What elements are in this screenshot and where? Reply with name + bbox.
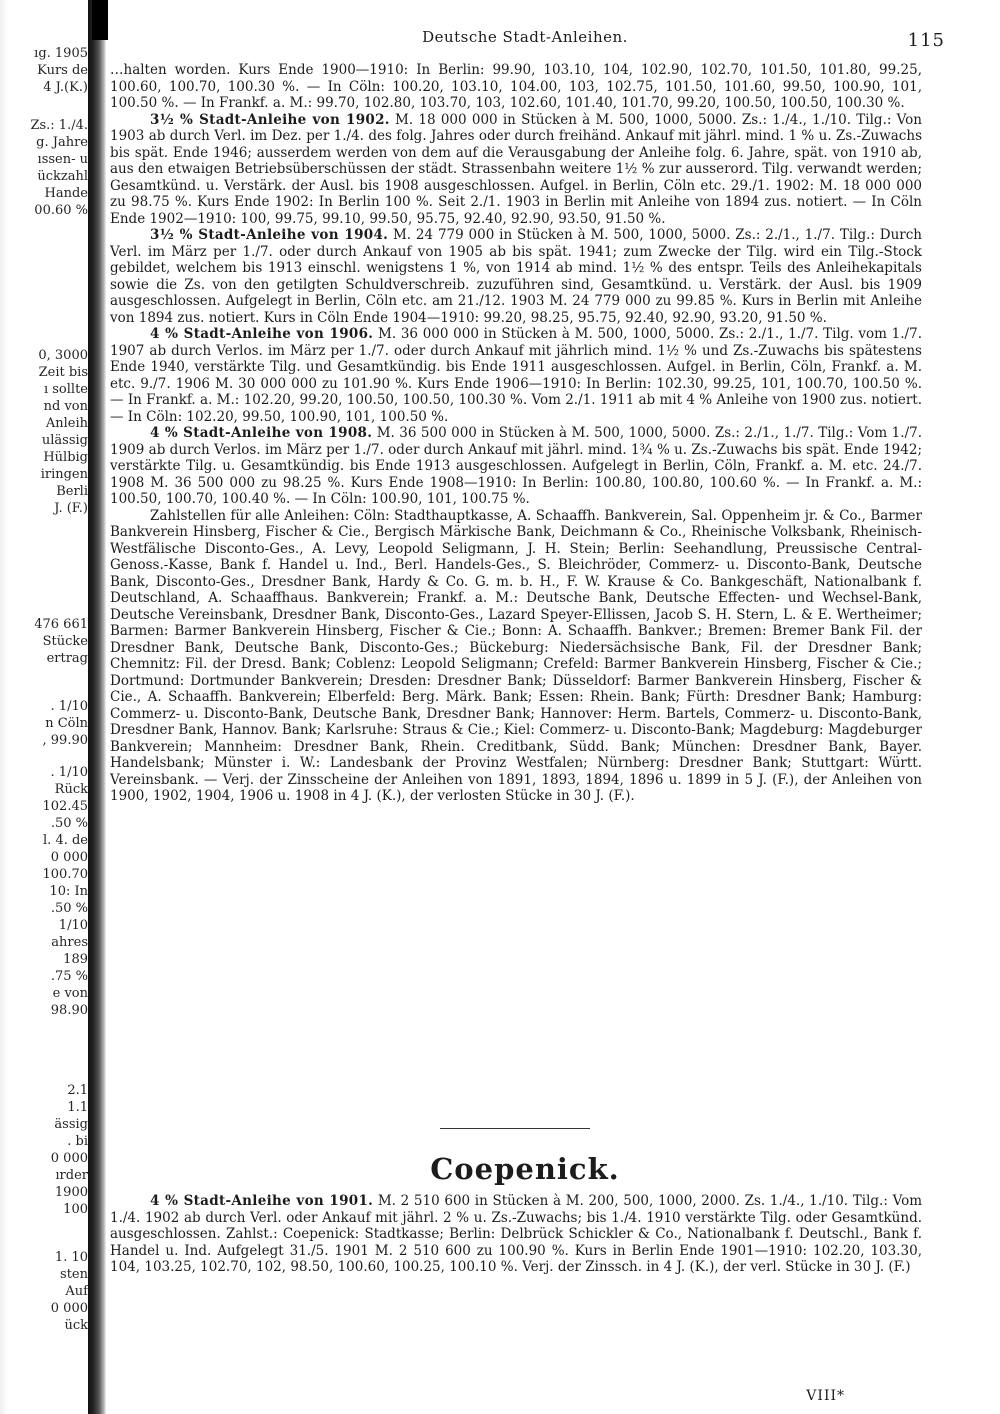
margin-fragment: 00.60 % (34, 203, 88, 218)
anleihe-1906-heading: 4 % Stadt-Anleihe von 1906. (150, 326, 374, 342)
zahlstellen-paragraph (110, 508, 922, 805)
anleihe-1906-entry (110, 326, 922, 425)
margin-fragment: Berli (56, 484, 88, 499)
margin-fragment: ıg. 1905 (34, 46, 88, 61)
margin-fragment: Auf (65, 1284, 88, 1299)
page (110, 0, 945, 1414)
margin-fragment: g. Jahre (36, 135, 88, 150)
running-head: Deutsche Stadt-Anleihen. (422, 28, 628, 46)
book-spine-shadow (92, 0, 108, 40)
margin-fragment: 0 000 (50, 1151, 88, 1166)
margin-fragment: Zeit bis (38, 365, 88, 380)
margin-fragment: ück (64, 1318, 88, 1333)
margin-fragment: Stücke (42, 634, 88, 649)
margin-fragment: ulässig (41, 433, 88, 448)
margin-fragment: ahres (51, 935, 88, 950)
margin-fragment: Hülbig (43, 450, 88, 465)
signature-mark: VIII* (806, 1388, 845, 1404)
margin-fragment: . bi (67, 1134, 88, 1149)
zahlstellen-text: Zahlstellen für alle Anleihen: Cöln: Stadthauptkasse, A. Schaaffh. Bankverein, Sal. Oppenheim jr. & Co., Barmer Bankverein Hinsberg, Fischer & Cie., Bergisch Märkische Bank, Deichmann & Co., Rheinische Volksbank, Rheinisch-Westfälische Disconto-Ges., A. Levy, Leopold Seligmann, J. H. Stein; Berlin: Seehandlung, Preussische Central-Genoss.-Kasse, Bank f. Handel u. Ind., Berl. Handels-Ges., S. Bleichröder, Commerz- u. Disconto-Bank, Deutsche Bank, Disconto-Ges., Dresdner Bank, Hardy & Co. G. m. b. H., F. W. Krause & Co. Bankgeschäft, Nationalbank f. Deutschland, A. Schaaffhaus. Bankverein; Frankf. a. M.: Deutsche Bank, Deutsche Effecten- und Wechsel-Bank, Deutsche Vereinsbank, Dresdner Bank, Disconto-Ges., Lazard Speyer-Ellissen, Jacob S. H. Stern, L. & E. Wertheimer; Barmen: Barmer Bankverein Hinsberg, Fischer & Cie.; Bonn: A. Schaaffh. Bankver.; Bremen: Bremer Bank Fil. der Dresdner Bank, Deutsche Bank, Disconto-Ges.; Bückeburg: Niedersächsische Bank, Fil. der Dresdner Bank; Chemnitz: Fil. der Dresd. Bank; Coblenz: Leopold Seligmann; Crefeld: Barmer Bankverein Hinsberg, Fischer & Cie.; Dortmund: Dortmunder Bankverein; Dresden: Dresdner Bank; Düsseldorf: Barmer Bankverein Hinsberg, Fischer & Cie., A. Schaaffh. Bankverein; Elberfeld: Berg. Märk. Bank; Essen: Rhein. Bank; Fürth: Dresdner Bank; Hamburg: Commerz- u. Disconto-Bank, Deutsche Bank, Dresdner Bank; Hannover: Herm. Bartels, Commerz- u. Disconto-Bank, Dresdner Bank, Hannov. Bank; Karlsruhe: Straus & Cie.; Kiel: Commerz- u. Disconto-Bank; Magdeburg: Magdeburger Bankverein; Mannheim: Dresdner Bank, Rhein. Creditbank, Südd. Bank; München: Dresdner Bank, Bayer. Handelsbank; Münster i. W.: Landesbank der Provinz Westfalen; Nürnberg: Dresdner Bank; Stuttgart: Württ. Vereinsbank. — Verj. der Zinsscheine der Anleihen von 1891, 1893, 1894, 1896 u. 1899 in 5 J. (F.), der Anleihen von 1900, 1902, 1904, 1906 u. 1908 in 4 J. (K.), der verlosten Stücke in 30 J. (F.). (110, 507, 922, 804)
margin-fragment: 189 (63, 952, 88, 967)
anleihe-1908-text: M. 36 500 000 in Stücken à M. 500, 1000, 5000. Zs.: 2./1., 1./7. Tilg.: Vom 1./7. 1909 ab durch Verlos. im März per 1./7. oder durch Ankauf mit jährl. mind. 1¾ % u. Zs.-Zuwachs bis spät. Ende 1942; verstärkte Tilg. u. Gesamtkündig. bis Ende 1913 ausgeschlossen. Aufgelegt in Berlin, Cöln, Frankf. a. M. etc. 24./7. 1908 M. 36 500 000 zu 98.25 %. Kurs Ende 1908—1910: In Berlin: 100.80, 100.80, 100.60 %. — In Frankf. a. M.: 100.50, 100.70, 100.40 %. — In Cöln: 100.90, 101, 100.75 %. (110, 425, 922, 507)
anleihe-1904-heading: 3½ % Stadt-Anleihe von 1904. (150, 227, 389, 243)
margin-fragment: ückzahl (37, 169, 88, 184)
margin-fragment: ertrag (46, 651, 88, 666)
anleihe-1908-heading: 4 % Stadt-Anleihe von 1908. (150, 425, 373, 441)
margin-fragment: . 1/10 (50, 765, 88, 780)
anleihe-1904-entry (110, 227, 922, 326)
anleihe-1902-heading: 3½ % Stadt-Anleihe von 1902. (150, 111, 390, 128)
coepenick-entry (110, 1193, 922, 1276)
margin-fragment: 100.70 (42, 867, 88, 882)
section-divider (440, 1128, 590, 1129)
margin-fragment: Zs.: 1./4. (30, 118, 88, 133)
margin-fragment: 1900 (54, 1185, 88, 1200)
margin-fragment: nd von (43, 399, 88, 414)
margin-fragment: 0, 3000 (38, 348, 88, 363)
margin-fragment: sten (60, 1267, 88, 1282)
margin-fragment: n Cöln (45, 716, 88, 731)
book-spine (88, 0, 106, 1414)
margin-fragment: Rück (54, 782, 88, 797)
coepenick-text: M. 2 510 600 in Stücken à M. 200, 500, 1000, 2000. Zs. 1./4., 1./10. Tilg.: Vom 1./4. 1902 ab durch Verl. oder Ankauf mit jährl. 2 % u. Zs.-Zuwachs; bis 1./4. 1910 verstärkte Tilg. oder Gesamtkünd. ausgeschlossen. Zahlst.: Coepenick: Stadtkasse; Berlin: Delbrück Schickler & Co., Nationalbank f. Deutschl., Bank f. Handel u. Ind. Aufgelegt 31./5. 1901 M. 2 510 600 zu 100.90 %. Kurs in Berlin Ende 1901—1910: 102.20, 103.30, 104, 103.25, 102.70, 102, 98.50, 100.60, 100.25, 100.10 %. Verj. der Zinssch. in 4 J. (K.), der verl. Stücke in 30 J. (F.) (110, 1193, 923, 1275)
margin-fragment: 98.90 (50, 1003, 88, 1018)
previous-page-edge (0, 0, 88, 1414)
margin-fragment: J. (F.) (54, 501, 88, 516)
main-text (110, 62, 922, 805)
margin-fragment: .50 % (50, 901, 88, 916)
margin-fragment: 0 000 (50, 850, 88, 865)
margin-fragment: , 99.90 (42, 733, 88, 748)
margin-fragment: e von (52, 986, 88, 1001)
margin-fragment: 4 J.(K.) (43, 80, 88, 95)
margin-fragment: 100 (63, 1202, 88, 1217)
anleihe-1902-text: M. 18 000 000 in Stücken à M. 500, 1000, 5000. Zs.: 1./4., 1./10. Tilg.: Von 1903 ab durch Verl. im Dez. per 1./4. des folg. Jahres oder durch freihänd. Ankauf mit jährl. mind. 1 % u. Zs.-Zuwachs bis spät. Ende 1946; ausserdem werden von dem auf die Verausgabung der Anleihe folg. 6. Jahre, spät. von 1910 ab, aus den etwaigen Betriebsüberschüssen der städt. Strassenbahn weitere 1½ % zur ausserord. Tilg. verwandt werden; Gesamtkünd. u. Verstärk. der Ausl. bis 1908 ausgeschlossen. Aufgel. in Berlin, Cöln etc. 29./1. 1902: M. 18 000 000 zu 98.75 %. Kurs Ende 1902: In Berlin 100 %. Seit 2./1. 1903 in Berlin mit Anleihe von 1894 zus. notiert. — In Cöln Ende 1902—1910: 100, 99.75, 99.10, 99.50, 95.75, 92.40, 92.90, 93.50, 91.50 %. (110, 111, 922, 227)
margin-fragment: ässig (54, 1117, 88, 1132)
coepenick-section (110, 1193, 922, 1276)
margin-fragment: . 1/10 (50, 699, 88, 714)
margin-fragment: 2.1 (67, 1083, 88, 1098)
margin-fragment: 476 661 (34, 617, 88, 632)
margin-fragment: iringen (40, 467, 88, 482)
margin-fragment: l. 4. de (43, 833, 88, 848)
anleihe-1908-entry (110, 425, 922, 508)
anleihe-1902-entry (110, 112, 922, 228)
margin-fragment: Hande (44, 186, 88, 201)
page-number: 115 (907, 30, 945, 51)
coepenick-heading: 4 % Stadt-Anleihe von 1901. (150, 1193, 374, 1209)
anleihe-1906-text: M. 36 000 000 in Stücken à M. 500, 1000, 5000. Zs.: 2./1., 1./7. Tilg. vom 1./7. 1907 ab durch Verlos. im März per 1./7. oder durch Ankauf mit jährlich mind. 1½ % und Zs.-Zuwachs bis spätestens Ende 1940, verstärkte Tilg. und Gesamtkündig. bis Ende 1911 ausgeschlossen. Aufgel. in Berlin, Cöln, Frankf. a. M. etc. 9./7. 1906 M. 30 000 000 zu 101.90 %. Kurs Ende 1906—1910: In Berlin: 102.30, 99.25, 101, 100.70, 100.50 %. — In Frankf. a. M.: 102.20, 99.20, 100.50, 100.50, 100.30 %. Vom 2./1. 1911 ab mit 4 % Anleihe von 1900 zus. notiert. — In Cöln: 102.20, 99.50, 100.90, 101, 100.50 %. (110, 326, 922, 425)
margin-fragment: 1/10 (58, 918, 88, 933)
margin-fragment: ı sollte (43, 382, 88, 397)
margin-fragment: ıssen- u (37, 152, 88, 167)
margin-fragment: 1. 10 (54, 1250, 88, 1265)
section-title: Coepenick. (430, 1152, 620, 1186)
margin-fragment: 102.45 (42, 799, 88, 814)
kurs-paragraph (110, 62, 922, 112)
margin-fragment: .75 % (50, 969, 88, 984)
kurs-text: …halten worden. Kurs Ende 1900—1910: In Berlin: 99.90, 103.10, 104, 102.90, 102.70, 101.50, 101.80, 99.25, 100.60, 100.70, 100.30 %. — In Cöln: 100.20, 103.10, 104.00, 103, 102.75, 101.50, 101.60, 99.50, 100.90, 101, 100.50 %. — In Frankf. a. M.: 99.70, 102.80, 103.70, 103, 102.60, 101.40, 101.70, 99.20, 100.50, 100.50, 100.30 %. (110, 62, 922, 111)
margin-fragment: ırder (55, 1168, 88, 1183)
margin-fragment: 10: In (49, 884, 88, 899)
margin-fragment: Anleih (45, 416, 88, 431)
margin-fragment: 0 000 (50, 1301, 88, 1316)
anleihe-1904-text: M. 24 779 000 in Stücken à M. 500, 1000, 5000. Zs.: 2./1., 1./7. Tilg.: Durch Verl. im März per 1./7. oder durch Ankauf von 1905 ab bis spät. 1941; zum Zwecke der Tilg. wird ein Tilg.-Stock gebildet, welchem bis 1913 einschl. wenigstens 1 %, von 1914 ab mind. 1½ % des entspr. Teils des Anleihekapitals sowie die Zs. von den getilgten Schuldverschreib. zuzuführen sind, Gesamtkünd. u. Verstärk. der Ausl. bis 1909 ausgeschlossen. Aufgelegt in Berlin, Cöln etc. am 21./12. 1903 M. 24 779 000 zu 99.85 %. Kurs in Berlin mit Anleihe von 1894 zus. notiert. Kurs in Cöln Ende 1904—1910: 99.20, 98.25, 95.75, 92.40, 92.90, 93.20, 91.50 %. (110, 227, 922, 326)
margin-fragment: .50 % (50, 816, 88, 831)
margin-fragment: 1.1 (67, 1100, 88, 1115)
margin-fragment: Kurs de (37, 63, 88, 78)
